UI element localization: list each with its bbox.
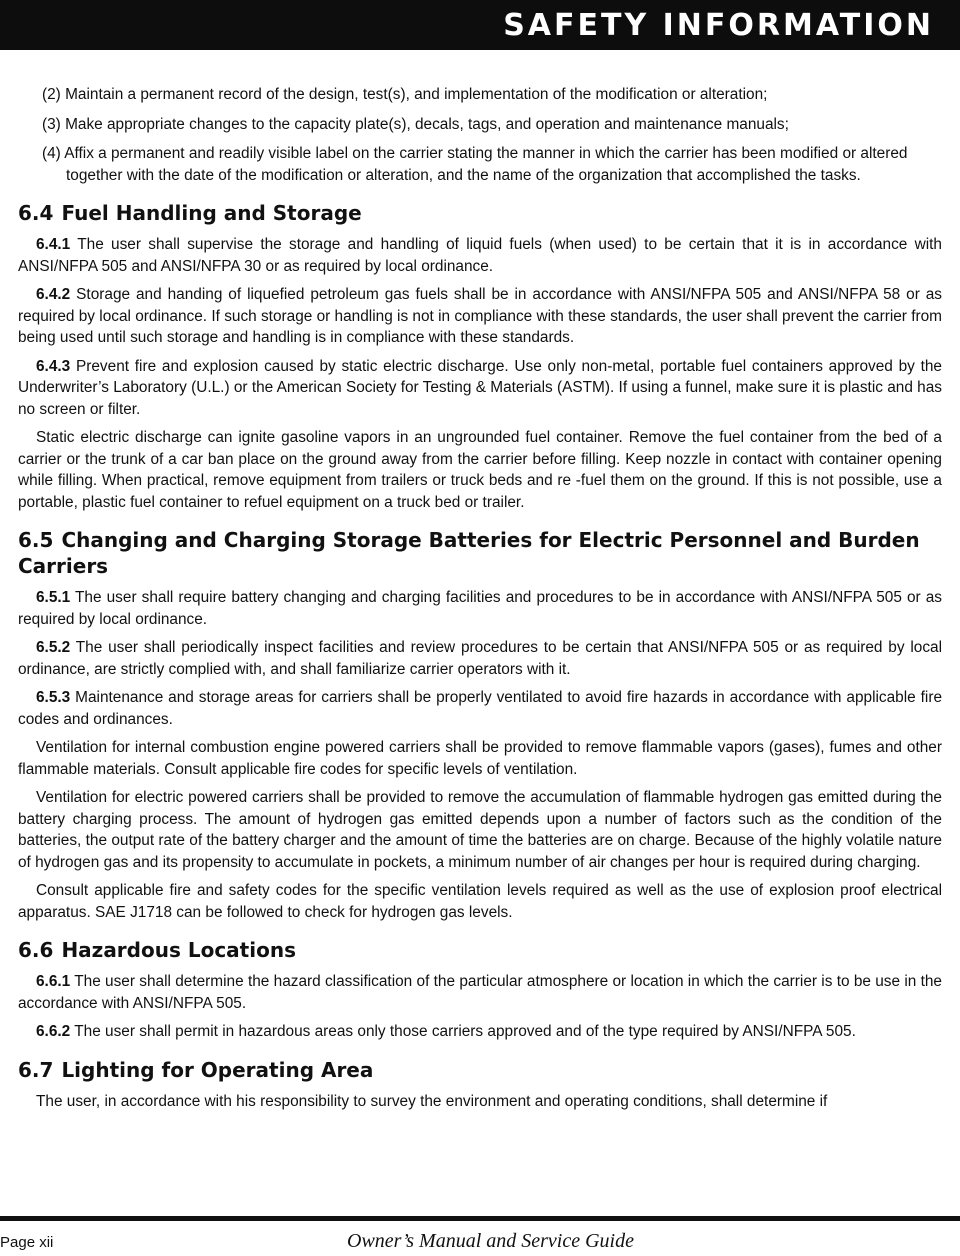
paragraph-text: The user shall require battery changing and charging facilities and procedures to be in accordance with ANSI/NFPA 505 or as required by local ordinance. (18, 589, 942, 628)
page-header-title: SAFETY INFORMATION (503, 7, 934, 43)
paragraph-6-5-1 (18, 587, 942, 630)
section-number: 6.5 (18, 528, 54, 552)
clause-number: 6.5.1 (36, 589, 71, 606)
list-item: (3) Make appropriate changes to the capacity plate(s), decals, tags, and operation and maintenance manuals; (42, 115, 789, 133)
clause-number: 6.5.2 (36, 639, 71, 656)
clause-number: 6.4.1 (36, 236, 71, 253)
document-body (18, 84, 942, 1119)
section-heading-6-7 (18, 1057, 942, 1083)
paragraph-lighting: The user, in accordance with his responsibility to survey the environment and operating conditions, shall determine if (36, 1092, 828, 1110)
section-title: Changing and Charging Storage Batteries for Electric Personnel and Burden Carriers (18, 528, 920, 578)
section-title: Lighting for Operating Area (61, 1057, 374, 1082)
paragraph-6-4-1 (18, 234, 942, 277)
paragraph-fire-codes: Consult applicable fire and safety codes for the specific ventilation levels required as well as the use of explosion proof electrical apparatus. SAE J1718 can be followed to check for hydrogen gas levels. (18, 882, 942, 921)
footer-manual-title: Owner’s Manual and Service Guide (347, 1230, 634, 1252)
clause-number: 6.6.1 (36, 973, 71, 990)
paragraph-ventilation-ice: Ventilation for internal combustion engine powered carriers shall be provided to remove flammable vapors (gases), fumes and other flammable materials. Consult applicable fire codes for specific levels of ventilation. (18, 739, 942, 778)
paragraph-text: Prevent fire and explosion caused by static electric discharge. Use only non-metal, portable fuel containers approved by the Underwriter’s Laboratory (U.L.) or the American Society for Testing & Materials (ASTM). If using a funnel, make sure it is plastic and has no screen or filter. (18, 357, 942, 418)
clause-number: 6.4.3 (36, 357, 71, 375)
clause-number: 6.6.2 (36, 1023, 71, 1040)
paragraph-6-5-3 (18, 687, 942, 730)
list-item: (2) Maintain a permanent record of the design, test(s), and implementation of the modification or alteration; (42, 86, 768, 103)
paragraph-6-4-3 (18, 356, 942, 421)
paragraph-text: The user shall periodically inspect facilities and review procedures to be certain that ANSI/NFPA 505 or as required by local ordinance, are strictly complied with, and shall familiarize carrier operators with it. (18, 639, 942, 678)
header-bar (0, 0, 960, 50)
section-number: 6.4 (18, 201, 54, 225)
paragraph-text: The user shall supervise the storage and handling of liquid fuels (when used) to be certain that it is in accordance with ANSI/NFPA 505 and ANSI/NFPA 30 or as required by local ordinance. (18, 236, 942, 275)
paragraph-6-4-2 (18, 284, 942, 349)
paragraph-6-6-1 (18, 971, 942, 1014)
clause-number: 6.4.2 (36, 286, 71, 303)
paragraph-ventilation-electric: Ventilation for electric powered carriers shall be provided to remove the accumulation of flammable hydrogen gas emitted during the battery charging process. The amount of hydrogen gas emitted depends upon a number of factors such as the condition of the batteries, the output rate of the battery charger and the amount of time the batteries are on charge. Because of the highly volatile nature of hydrogen gas and its propensity to accumulate in pockets, a minimum number of air changes per hour is required during charging. (18, 789, 942, 871)
modification-list (18, 84, 942, 186)
clause-number: 6.5.3 (36, 689, 71, 706)
paragraph-6-6-2 (18, 1021, 942, 1043)
paragraph-text: Maintenance and storage areas for carriers shall be properly ventilated to avoid fire hazards in accordance with applicable fire codes and ordinances. (18, 689, 942, 728)
paragraph-6-5-2 (18, 637, 942, 680)
paragraph-text: Storage and handing of liquefied petroleum gas fuels shall be in accordance with ANSI/NFPA 505 and ANSI/NFPA 58 or as required by local ordinance. If such storage or handling is not in compliance with these standards, the user shall prevent the carrier from being used until such storage and handling is in compliance with these standards. (18, 286, 942, 346)
list-item: (4) Affix a permanent and readily visible label on the carrier stating the manner in which the carrier has been modified or altered together with the date of the modification or alteration, and the name of the organization that accomplished the tasks. (42, 145, 908, 184)
section-heading-6-6 (18, 937, 942, 963)
section-title: Hazardous Locations (61, 938, 296, 962)
paragraph-text: The user shall permit in hazardous areas only those carriers approved and of the type required by ANSI/NFPA 505. (70, 1023, 856, 1040)
section-heading-6-4 (18, 200, 942, 226)
section-number: 6.6 (18, 938, 54, 962)
footer-rule (0, 1216, 960, 1221)
paragraph-static-discharge: Static electric discharge can ignite gasoline vapors in an ungrounded fuel container. Remove the fuel container from the bed of a carrier or the trunk of a car ban place on the ground away from the carrier before filling. Keep nozzle in contact with container opening while filling. When practical, remove equipment from trailers or truck beds and re -fuel them on the ground. If this is not possible, use a portable, plastic fuel container to refuel equipment on a truck bed or trailer. (18, 429, 942, 511)
paragraph-text: The user shall determine the hazard classification of the particular atmosphere or location in which the carrier is to be use in the accordance with ANSI/NFPA 505. (18, 973, 942, 1012)
section-number: 6.7 (18, 1057, 54, 1082)
section-heading-6-5 (18, 527, 942, 579)
page-number: Page xii (0, 1234, 54, 1251)
section-title: Fuel Handling and Storage (61, 201, 362, 225)
